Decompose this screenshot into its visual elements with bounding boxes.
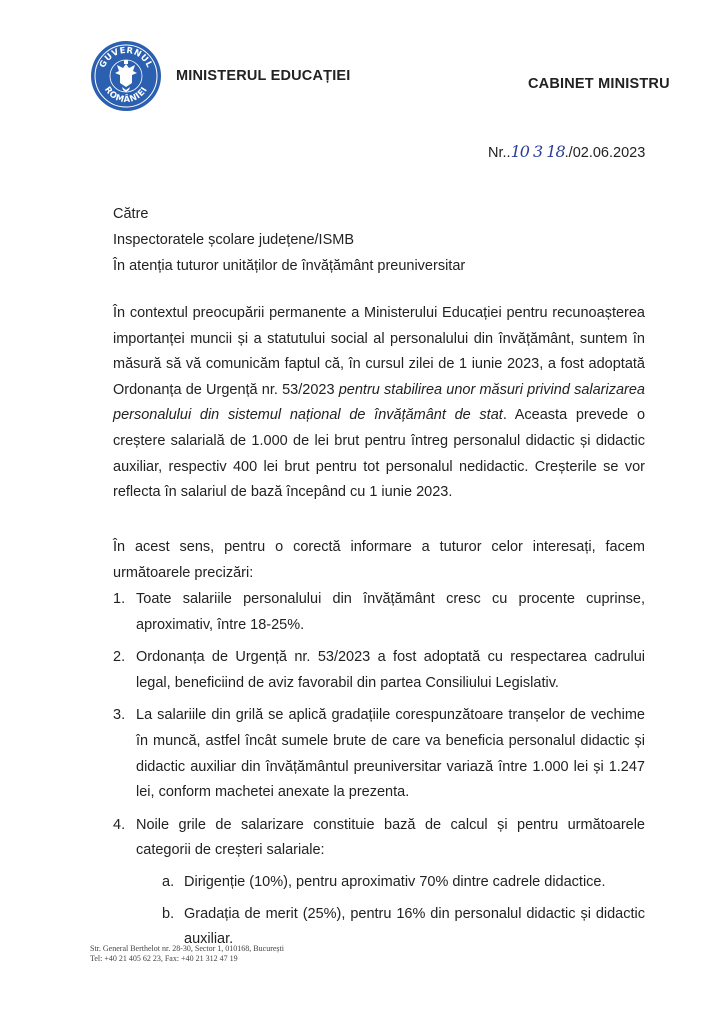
sublist-item-letter: b.: [162, 905, 175, 922]
list-item-text: La salariile din grilă se aplică gradațiile corespunzătoare tranșelor de vechime în muncă, astfel încât sumele brute de care va beneficia personalul didactic și didactic auxiliar din învățământul preuniversitar variază între 1.000 lei și 1.247 lei, conform machetei anexate la prezenta.: [136, 707, 645, 801]
footer-phone-fax: Tel: +40 21 405 62 23, Fax: +40 21 312 47 19: [90, 954, 238, 963]
registration-prefix: Nr..: [488, 145, 511, 161]
footer-address: Str. General Berthelot nr. 28-30, Sector 1, 010168, București: [90, 944, 284, 953]
sublist-item-letter: a.: [162, 873, 175, 890]
clarifications-paragraph: În acest sens, pentru o corectă informare a tuturor celor interesați, facem următoarele precizări:: [113, 539, 645, 581]
addressee-line: Către: [113, 206, 149, 222]
list-item-number: 1.: [113, 591, 126, 607]
list-item: [113, 587, 645, 638]
svg-text:ROMÂNIEI: ROMÂNIEI: [102, 85, 150, 106]
cabinet-label: CABINET MINISTRU: [528, 76, 670, 92]
intro-paragraph: [113, 301, 645, 506]
intro-text-continued: . Aceasta prevede o creștere salarială de 1.000 de lei brut pentru întreg personalul didactic și didactic auxiliar, respectiv 400 lei brut pentru tot personalul nedidactic. Creșterile se vor reflecta în salariul de bază începând cu 1 iunie 2023.: [113, 407, 646, 501]
list-item: [113, 703, 645, 805]
registration-dots: .: [564, 145, 569, 161]
list-item-text: Noile grile de salarizare constituie bază de calcul și pentru următoarele categorii de creșteri salariale:: [136, 816, 645, 859]
addressee-line: Inspectoratele școlare județene/ISMB: [113, 232, 354, 248]
list-item-text: Toate salariile personalului din învățământ cresc cu procente cuprinse, aproximativ, între 18-25%.: [136, 591, 645, 633]
list-item-number: 2.: [113, 649, 126, 666]
registration-date: /02.06.2023: [568, 145, 646, 161]
addressee-line: În atenția tuturor unităților de învățământ preuniversitar: [113, 258, 466, 274]
registration-number: [488, 142, 645, 161]
intro-text: În contextul preocupării permanente a Ministerului Educației pentru recunoașterea importanței muncii și a statutului social al personalului din învățământ, suntem în măsură să vă comunicăm faptul că, în cursul zilei de 1 iunie 2023, a fost adoptată Ordonanța de Urgență nr. 53/2023: [113, 305, 645, 398]
government-seal-icon: [90, 40, 162, 112]
list-item: [113, 645, 645, 696]
sublist-item: [162, 870, 645, 896]
ministry-name: MINISTERUL EDUCAȚIEI: [176, 68, 351, 84]
list-item: [113, 813, 645, 953]
list-item-number: 3.: [113, 707, 126, 724]
list-item-number: 4.: [113, 816, 126, 833]
addressee-block: [113, 201, 465, 279]
footer-contact: [90, 944, 284, 964]
list-item-text: Ordonanța de Urgență nr. 53/2023 a fost adoptată cu respectarea cadrului legal, beneficiind de aviz favorabil din partea Consiliului Legislativ.: [136, 649, 645, 691]
ordinance-title: pentru stabilirea unor măsuri privind salarizarea personalului din sistemul național de învățământ de stat: [113, 381, 645, 424]
registration-handwritten-number: 10 3 18: [510, 142, 565, 161]
sublist-item-text: Dirigenție (10%), pentru aproximativ 70% dintre cadrele didactice.: [184, 873, 606, 890]
clarifications-list: [113, 587, 645, 960]
sublist-item-text: Gradația de merit (25%), pentru 16% din personalul didactic și didactic auxiliar.: [184, 905, 645, 948]
svg-text:GUVERNUL: GUVERNUL: [97, 45, 155, 70]
